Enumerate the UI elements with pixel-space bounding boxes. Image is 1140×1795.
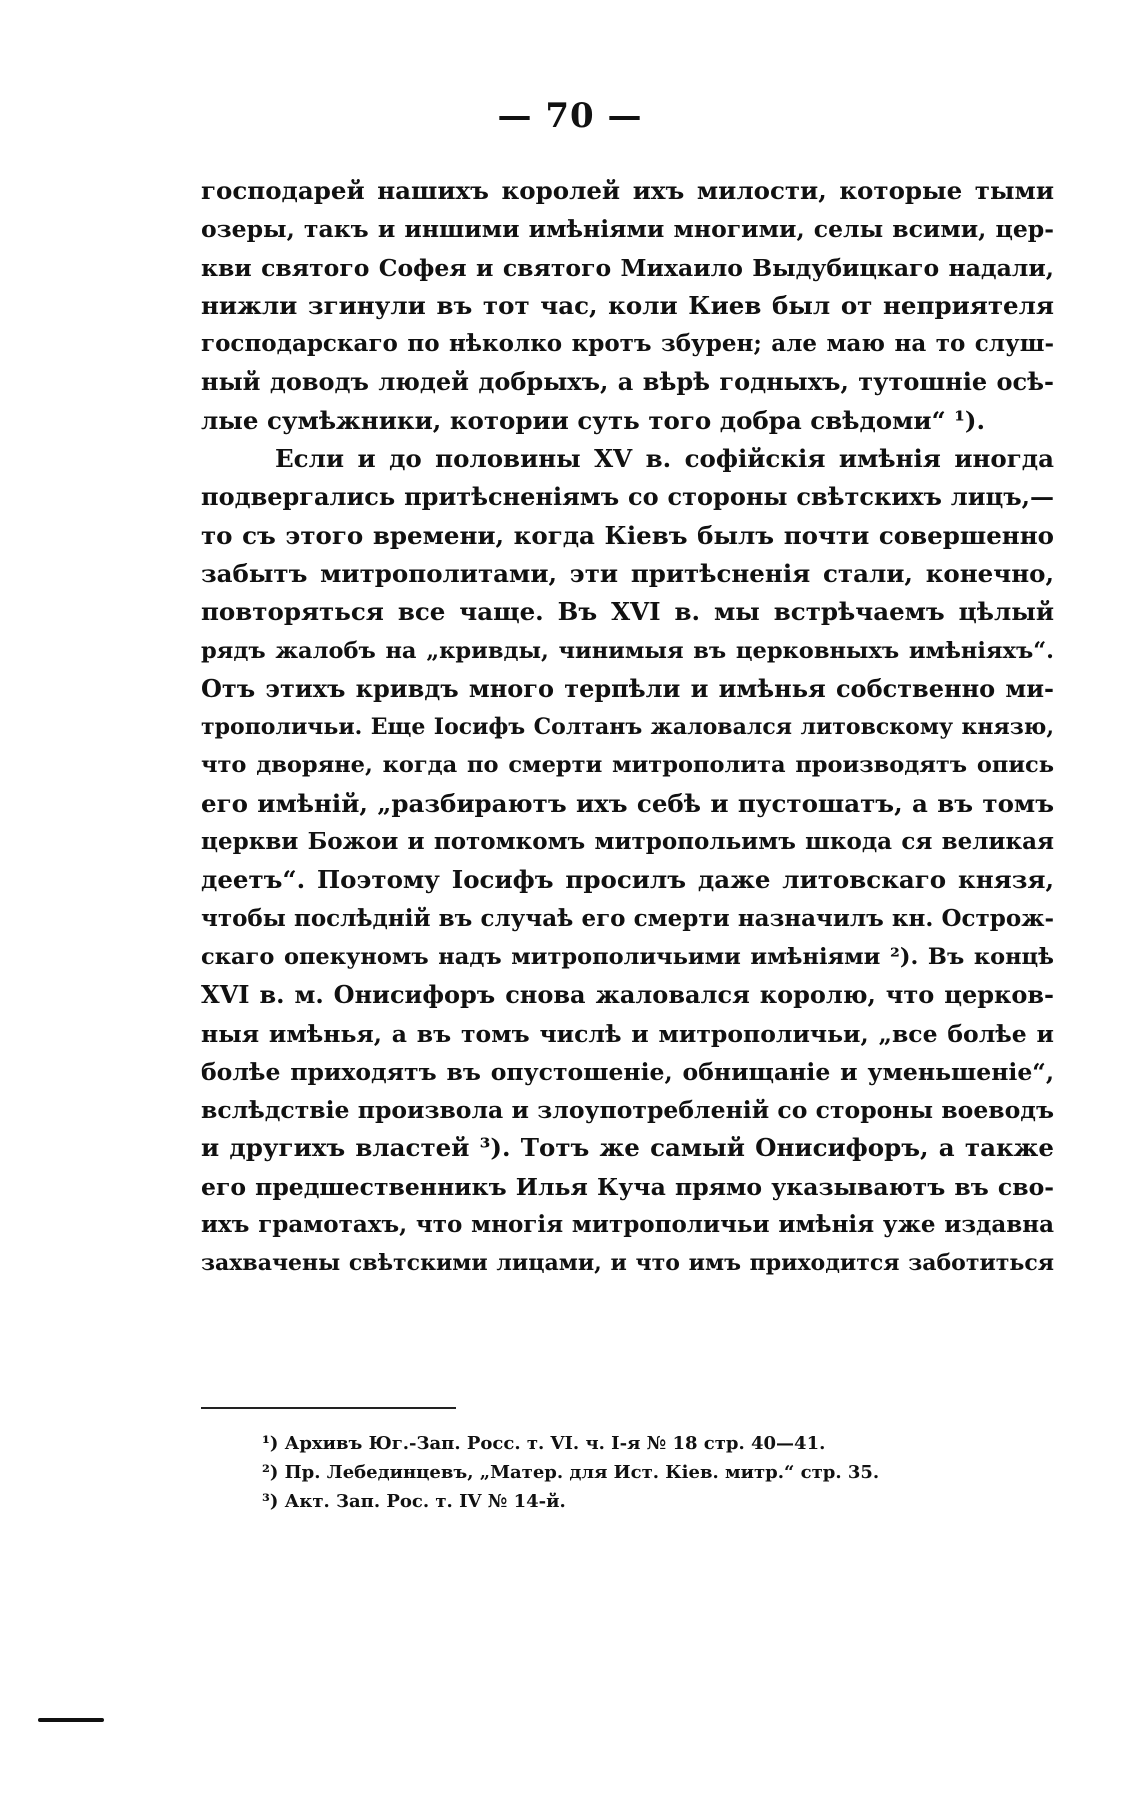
footnote: ²) Пр. Лебединцевъ, „Матер. для Ист. Кіев. митр.“ стр. 35.: [262, 1462, 880, 1483]
text-line: Отъ этихъ кривдъ много терпѣли и имѣнья собственно ми-: [201, 673, 1054, 703]
margin-mark: [38, 1718, 104, 1722]
footnote: ³) Акт. Зап. Рос. т. IV № 14-й.: [262, 1491, 566, 1512]
text-line: подвергались притѣсненіямъ со стороны свѣтскихъ лицъ,—: [201, 482, 1054, 512]
page-number: — 70 —: [497, 96, 643, 136]
body-text: [201, 172, 1054, 1283]
text-line: что дворяне, когда по смерти митрополита производятъ опись: [201, 752, 1054, 779]
text-line: повторяться все чаще. Въ XVI в. мы встрѣчаемъ цѣлый: [201, 597, 1054, 627]
footnote-rule: [201, 1407, 456, 1409]
text-line: болѣе приходятъ въ опустошеніе, обнищаніе и уменьшеніе“,: [201, 1057, 1054, 1086]
text-line: кви святого Софея и святого Михаило Выдубицкаго надали,: [201, 253, 1054, 282]
text-line: ихъ грамотахъ, что многія митрополичьи имѣнія уже издавна: [201, 1211, 1054, 1239]
text-line: XVI в. м. Онисифоръ снова жаловался королю, что церков-: [201, 980, 1054, 1010]
text-line: забытъ митрополитами, эти притѣсненія стали, конечно,: [201, 558, 1054, 588]
text-line: рядъ жалобъ на „кривды, чинимыя въ церковныхъ имѣніяхъ“.: [201, 637, 1054, 664]
text-line: трополичьи. Еще Іосифъ Солтанъ жаловался литовскому князю,: [201, 714, 1054, 741]
text-line: то съ этого времени, когда Кіевъ былъ почти совершенно: [201, 520, 1054, 550]
text-line: его предшественникъ Илья Куча прямо указываютъ въ сво-: [201, 1172, 1054, 1201]
text-line: лые сумѣжники, котории суть того добра свѣдоми“ ¹).: [201, 405, 986, 435]
text-line: вслѣдствіе произвола и злоупотребленій со стороны воеводъ: [201, 1096, 1054, 1125]
text-line: церкви Божои и потомкомъ митропольимъ шкода ся великая: [201, 828, 1054, 856]
text-line: захвачены свѣтскими лицами, и что имъ приходится заботиться: [201, 1250, 1054, 1277]
text-line: Если и до половины XV в. софійскія имѣнія иногда: [275, 444, 1054, 474]
text-line: господарскаго по нѣколко кротъ збурен; але маю на то слуш-: [201, 330, 1054, 358]
text-line: чтобы послѣдній въ случаѣ его смерти назначилъ кн. Острож-: [201, 904, 1054, 932]
text-line: деетъ“. Поэтому Іосифъ просилъ даже литовскаго князя,: [201, 865, 1054, 895]
text-line: ныя имѣнья, а въ томъ числѣ и митрополичьи, „все болѣе и: [201, 1019, 1054, 1048]
text-line: его имѣній, „разбираютъ ихъ себѣ и пустошатъ, а въ томъ: [201, 788, 1054, 818]
footnotes: [262, 1429, 1022, 1516]
footnote: ¹) Архивъ Юг.-Зап. Росс. т. VI. ч. I-я № 18 стр. 40—41.: [262, 1433, 826, 1454]
text-line: господарей нашихъ королей ихъ милости, которые тыми: [201, 176, 1054, 205]
text-line: нижли згинули въ тот час, коли Киев был от неприятеля: [201, 290, 1054, 320]
text-line: озеры, такъ и иншими имѣніями многими, селы всими, цер-: [201, 215, 1054, 244]
text-line: ный доводъ людей добрыхъ, а вѣрѣ годныхъ, тутошніе осѣ-: [201, 367, 1054, 397]
text-line: и другихъ властей ³). Тотъ же самый Онисифоръ, а также: [201, 1133, 1054, 1163]
text-line: скаго опекуномъ надъ митрополичьими имѣніями ²). Въ концѣ: [201, 943, 1054, 970]
